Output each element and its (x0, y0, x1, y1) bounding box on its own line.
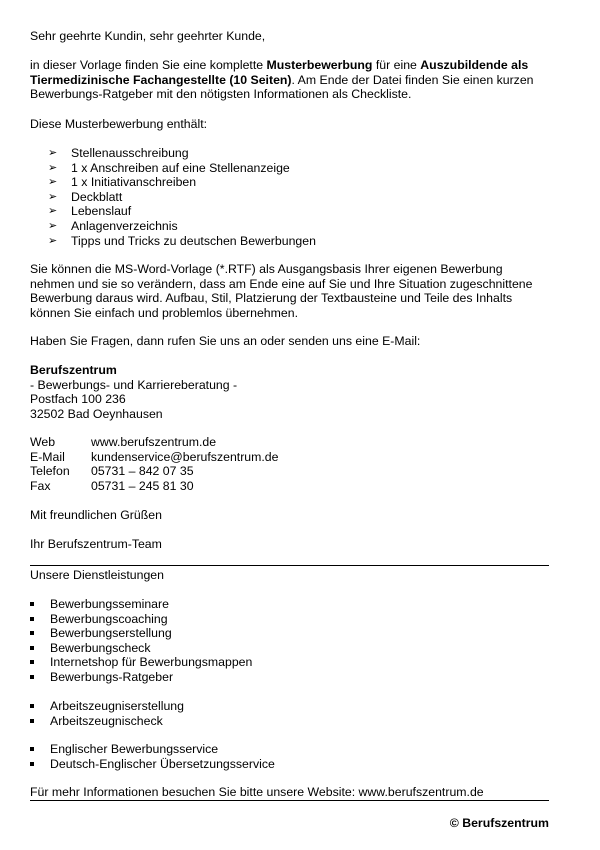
list-item-text: 1 x Initiativanschreiben (71, 175, 197, 190)
website-link[interactable]: www.berufszentrum.de (91, 435, 217, 449)
list-item-text: Arbeitszeugniserstellung (50, 699, 184, 713)
arrow-bullet-icon: ➢ (48, 176, 58, 189)
company-name: Berufszentrum (30, 363, 117, 377)
arrow-bullet-icon: ➢ (48, 205, 58, 218)
contact-label: Fax (30, 478, 51, 493)
list-item (30, 204, 550, 219)
services-list-1 (30, 597, 550, 685)
list-item-text: Bewerbungscoaching (50, 611, 168, 626)
list-item-text: Internetshop für Bewerbungsmappen (50, 655, 253, 670)
list-item-text: Anlagenverzeichnis (71, 218, 178, 233)
contents-list (30, 146, 550, 248)
contact-label: Telefon (30, 464, 70, 479)
square-bullet-icon (30, 631, 34, 635)
intro-line-3: Bewerbungs-Ratgeber mit den nötigsten Informationen als Checkliste. (30, 87, 412, 102)
usage-line: Sie können die MS-Word-Vorlage (*.RTF) als Ausgangsbasis Ihrer eigenen Bewerbung (30, 262, 503, 276)
usage-paragraph (30, 262, 550, 320)
square-bullet-icon (30, 602, 34, 606)
intro-bold-2: Auszubildende als (420, 58, 529, 72)
list-item (30, 190, 550, 205)
contact-label: E-Mail (30, 449, 65, 464)
list-item-text: Bewerbungscheck (50, 640, 151, 655)
list-item-text: Lebenslauf (71, 204, 132, 219)
address-street: Postfach 100 236 (30, 392, 126, 407)
list-item (30, 714, 550, 729)
list-item-text: Stellenausschreibung (71, 146, 189, 160)
list-item (30, 219, 550, 234)
copyright: © Berufszentrum (449, 816, 549, 830)
square-bullet-icon (30, 617, 34, 621)
list-item (30, 234, 550, 249)
arrow-bullet-icon: ➢ (48, 161, 58, 174)
email-link[interactable]: kundenservice@berufszentrum.de (91, 449, 279, 464)
contact-table (30, 435, 550, 493)
list-item (30, 699, 550, 714)
questions-text: Haben Sie Fragen, dann rufen Sie uns an oder senden uns eine E-Mail: (30, 334, 421, 348)
address-city: 32502 Bad Oeynhausen (30, 406, 163, 421)
list-item (30, 757, 550, 772)
list-item-text: Englischer Bewerbungsservice (50, 742, 219, 756)
square-bullet-icon (30, 646, 34, 650)
fax-number: 05731 – 245 81 30 (91, 478, 194, 493)
intro-bold-1: Musterbewerbung (266, 58, 373, 72)
intro-text-2: für eine (372, 58, 421, 72)
arrow-bullet-icon: ➢ (48, 147, 58, 159)
more-info: Für mehr Informationen besuchen Sie bitte unsere Website: www.berufszentrum.de (30, 785, 484, 799)
square-bullet-icon (30, 675, 34, 679)
intro-line-1 (30, 58, 550, 73)
list-item (30, 612, 550, 627)
list-item (30, 146, 550, 161)
list-item-text: 1 x Anschreiben auf eine Stellenanzeige (71, 160, 290, 175)
arrow-bullet-icon: ➢ (48, 190, 58, 203)
list-item-text: Bewerbungsseminare (50, 597, 169, 611)
square-bullet-icon (30, 660, 34, 664)
arrow-bullet-icon: ➢ (48, 219, 58, 232)
contact-row-fax (30, 479, 550, 494)
usage-line: Bewerbung daraus wird. Aufbau, Stil, Platzierung der Textbausteine und Teile des Inhalts (30, 291, 513, 306)
list-item-text: Tipps und Tricks zu deutschen Bewerbungen (71, 233, 316, 248)
signature: Ihr Berufszentrum-Team (30, 537, 162, 551)
company-tagline: - Bewerbungs- und Karriereberatung - (30, 377, 238, 392)
list-item (30, 175, 550, 190)
intro-text-3: . Am Ende der Datei finden Sie einen kurzen (291, 72, 534, 87)
usage-line: nehmen und sie so verändern, dass am Ende eine auf Sie und Ihre Situation zugeschnittene (30, 276, 533, 291)
square-bullet-icon (30, 704, 34, 708)
list-item (30, 597, 550, 612)
list-item (30, 641, 550, 656)
list-item (30, 626, 550, 641)
list-item (30, 161, 550, 176)
list-item-text: Bewerbungserstellung (50, 626, 172, 641)
square-bullet-icon (30, 747, 34, 751)
list-item-text: Arbeitszeugnischeck (50, 713, 163, 728)
phone-number: 05731 – 842 07 35 (91, 464, 194, 479)
list-item (30, 655, 550, 670)
contact-row-email (30, 450, 550, 465)
services-list-2 (30, 699, 550, 728)
divider-bottom (30, 800, 549, 801)
contact-row-phone (30, 464, 550, 479)
address-block (30, 363, 550, 421)
contact-row-web (30, 435, 550, 450)
list-item (30, 670, 550, 685)
list-item (30, 742, 550, 757)
intro-text-1: in dieser Vorlage finden Sie eine komplette (30, 58, 267, 72)
contains-heading: Diese Musterbewerbung enthält: (30, 117, 208, 131)
divider-top (30, 565, 549, 566)
intro-bold-3: Tiermedizinische Fachangestellte (10 Seiten) (30, 72, 292, 87)
square-bullet-icon (30, 762, 34, 766)
arrow-bullet-icon: ➢ (48, 234, 58, 247)
list-item-text: Deutsch-Englischer Übersetzungsservice (50, 756, 275, 771)
intro-paragraph (30, 58, 550, 102)
list-item-text: Deckblatt (71, 189, 123, 204)
list-item-text: Bewerbungs-Ratgeber (50, 669, 174, 684)
closing: Mit freundlichen Grüßen (30, 508, 162, 522)
square-bullet-icon (30, 719, 34, 723)
contact-label: Web (30, 435, 56, 449)
services-list-3 (30, 742, 550, 771)
intro-line-2 (30, 73, 550, 88)
usage-line: können Sie einfach und problemlos übernehmen. (30, 305, 298, 320)
services-heading: Unsere Dienstleistungen (30, 568, 164, 582)
salutation: Sehr geehrte Kundin, sehr geehrter Kunde, (30, 29, 266, 43)
